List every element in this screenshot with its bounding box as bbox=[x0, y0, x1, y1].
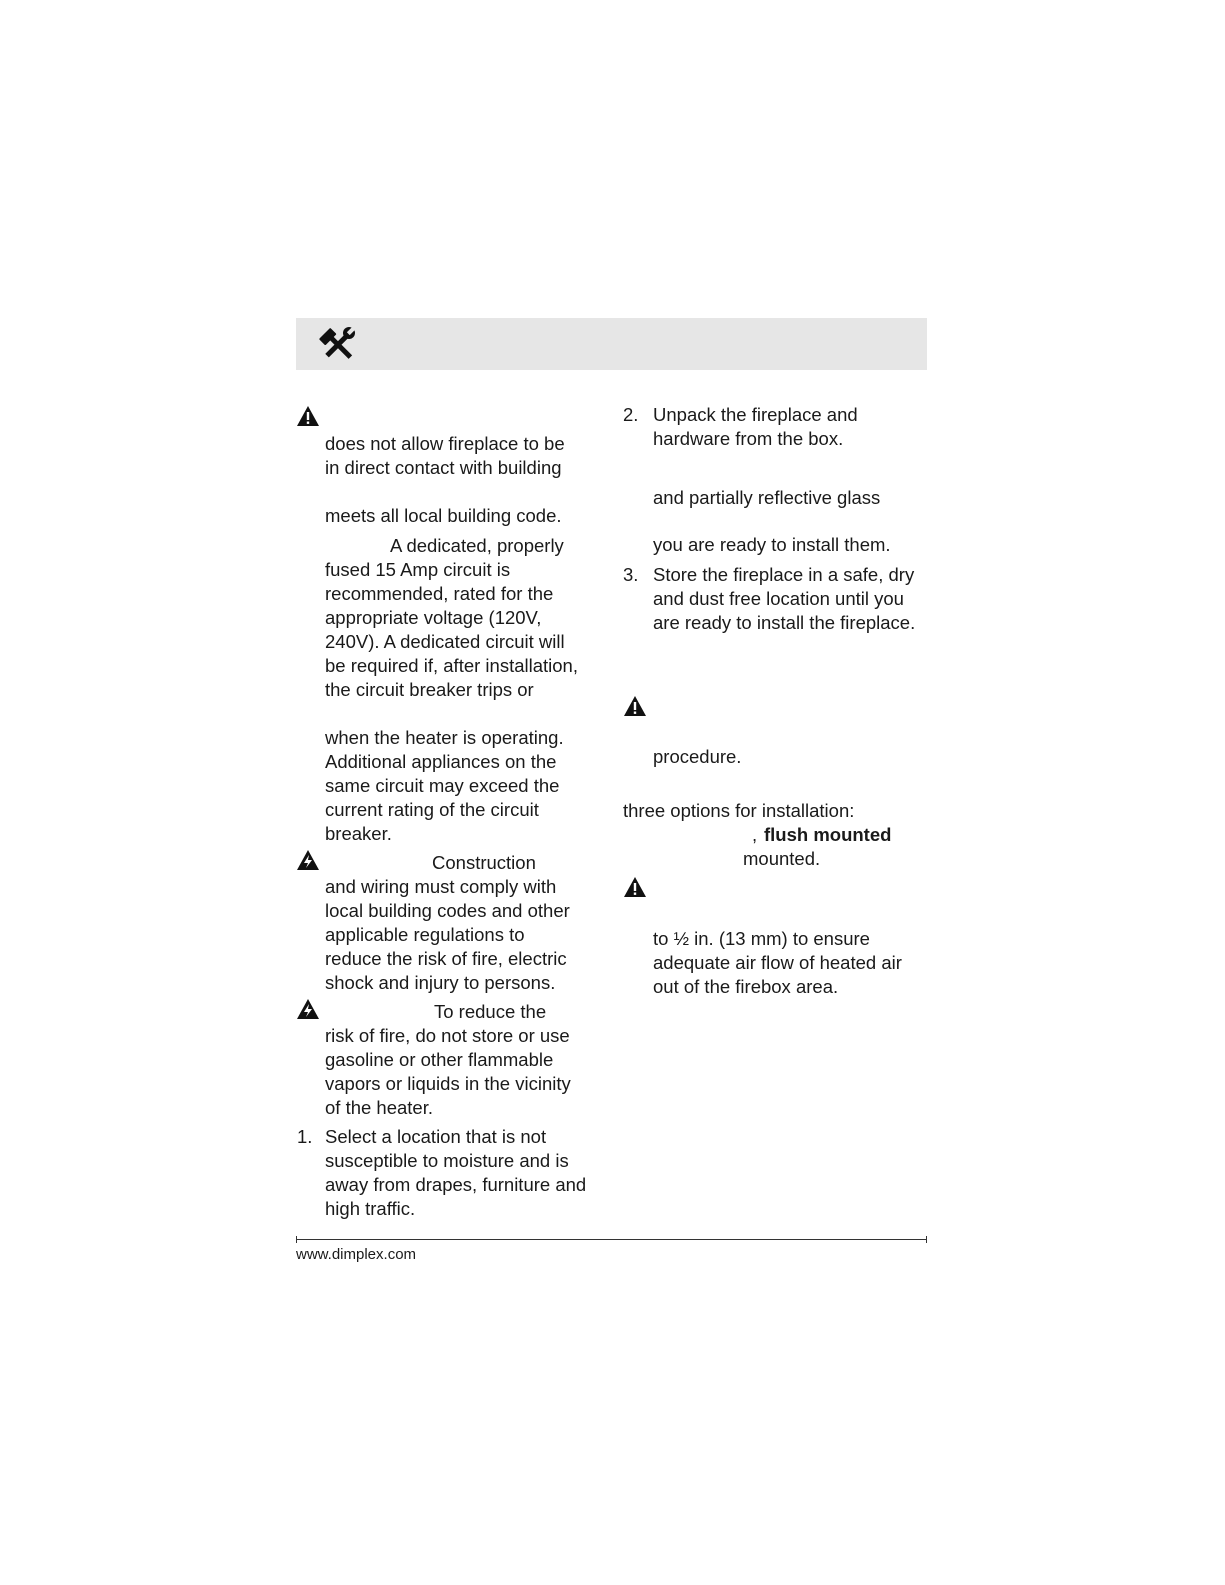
left-line: Construction bbox=[432, 852, 536, 873]
left-line: of the heater. bbox=[325, 1097, 434, 1118]
left-line: the circuit breaker trips or bbox=[325, 679, 534, 700]
flush-mounted-label: flush mounted bbox=[764, 824, 892, 845]
left-line: recommended, rated for the bbox=[325, 583, 554, 604]
left-line: susceptible to moisture and is bbox=[325, 1150, 569, 1171]
right-line: , bbox=[752, 824, 758, 845]
fire-hazard-icon bbox=[296, 998, 320, 1020]
warning-icon bbox=[623, 695, 647, 717]
step-number: 1. bbox=[297, 1126, 313, 1147]
right-line: are ready to install the fireplace. bbox=[653, 612, 916, 633]
left-line: same circuit may exceed the bbox=[325, 775, 560, 796]
footer-divider bbox=[296, 1239, 927, 1240]
left-line: local building codes and other bbox=[325, 900, 570, 921]
left-line: fused 15 Amp circuit is bbox=[325, 559, 511, 580]
left-line: and wiring must comply with bbox=[325, 876, 557, 897]
warning-icon bbox=[623, 876, 647, 898]
left-line: reduce the risk of fire, electric bbox=[325, 948, 567, 969]
step-number: 2. bbox=[623, 404, 639, 425]
left-line: shock and injury to persons. bbox=[325, 972, 556, 993]
right-line: procedure. bbox=[653, 746, 742, 767]
step-number: 3. bbox=[623, 564, 639, 585]
electric-hazard-icon bbox=[296, 849, 320, 871]
left-line: high traffic. bbox=[325, 1198, 416, 1219]
right-line: out of the firebox area. bbox=[653, 976, 839, 997]
right-line: to ½ in. (13 mm) to ensure bbox=[653, 928, 870, 949]
right-line: and dust free location until you bbox=[653, 588, 904, 609]
footer-divider-tick bbox=[926, 1236, 927, 1243]
left-line: applicable regulations to bbox=[325, 924, 525, 945]
left-line: Select a location that is not bbox=[325, 1126, 547, 1147]
left-line: A dedicated, properly bbox=[390, 535, 564, 556]
right-line: Unpack the fireplace and bbox=[653, 404, 858, 425]
left-line: 240V). A dedicated circuit will bbox=[325, 631, 565, 652]
warning-icon bbox=[296, 405, 320, 427]
left-line: vapors or liquids in the vicinity bbox=[325, 1073, 571, 1094]
right-line: Store the fireplace in a safe, dry bbox=[653, 564, 915, 585]
footer-url[interactable]: www.dimplex.com bbox=[296, 1246, 417, 1263]
left-line: breaker. bbox=[325, 823, 392, 844]
right-line: three options for installation: bbox=[623, 800, 855, 821]
left-line: meets all local building code. bbox=[325, 505, 562, 526]
footer-divider-tick bbox=[296, 1236, 297, 1243]
left-line: risk of fire, do not store or use bbox=[325, 1025, 570, 1046]
left-line: when the heater is operating. bbox=[325, 727, 564, 748]
left-line: in direct contact with building bbox=[325, 457, 562, 478]
right-line: hardware from the box. bbox=[653, 428, 844, 449]
right-line: adequate air flow of heated air bbox=[653, 952, 902, 973]
left-line: gasoline or other flammable bbox=[325, 1049, 554, 1070]
left-line: current rating of the circuit bbox=[325, 799, 539, 820]
right-line: you are ready to install them. bbox=[653, 534, 891, 555]
right-line: and partially reflective glass bbox=[653, 487, 881, 508]
right-line: mounted. bbox=[743, 848, 821, 869]
left-line: Additional appliances on the bbox=[325, 751, 557, 772]
section-header-bar bbox=[296, 318, 927, 370]
left-line: be required if, after installation, bbox=[325, 655, 578, 676]
left-line: away from drapes, furniture and bbox=[325, 1174, 587, 1195]
left-line: To reduce the bbox=[434, 1001, 547, 1022]
tools-icon bbox=[318, 324, 358, 364]
left-line: does not allow fireplace to be bbox=[325, 433, 565, 454]
left-line: appropriate voltage (120V, bbox=[325, 607, 542, 628]
